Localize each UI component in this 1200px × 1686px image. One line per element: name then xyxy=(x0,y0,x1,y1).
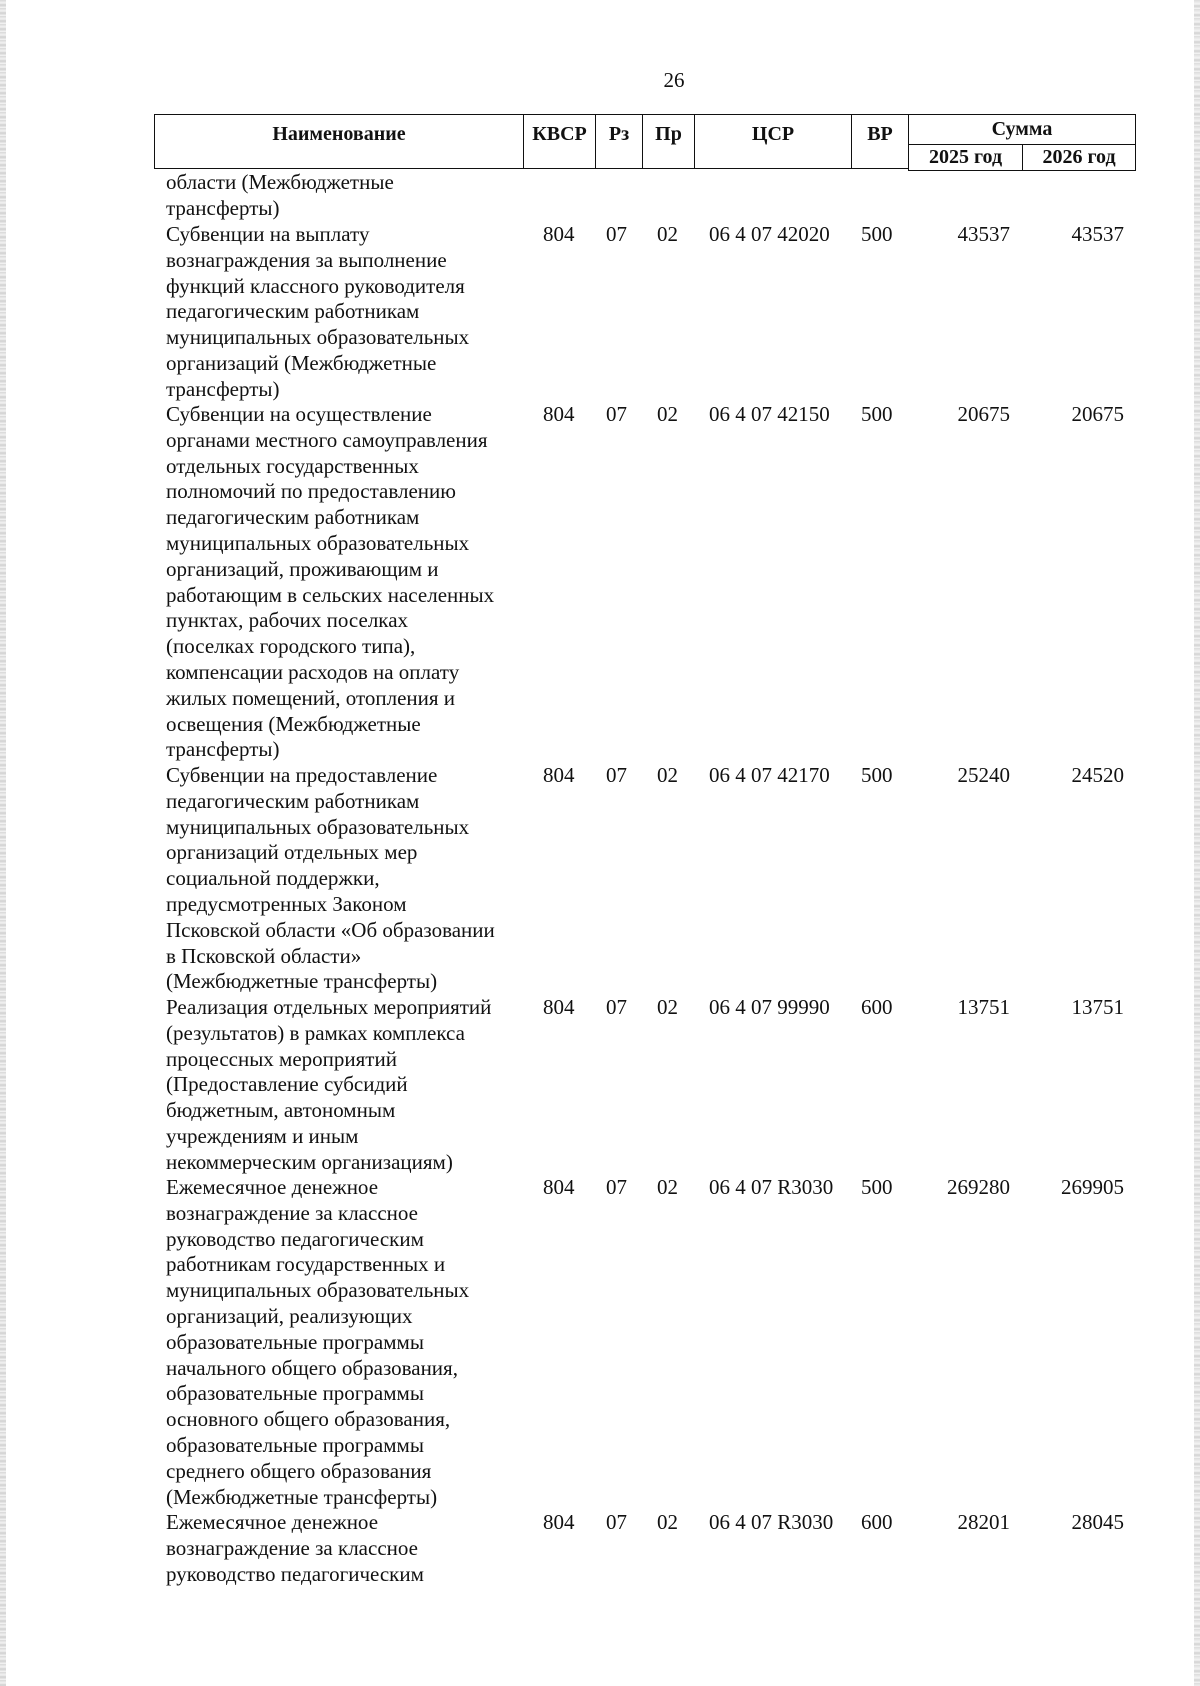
header-rz xyxy=(595,114,643,169)
header-kvsr xyxy=(523,114,596,169)
row-name: Субвенции на предоставление педагогическим работникам муниципальных образовательных организаций отдельных мер социальной поддержки, предусмотренных Законом Псковской области «Об образовании в Псковской области» (Межбюджетные трансферты) xyxy=(166,763,495,994)
row-sum-2025: 28201 xyxy=(957,1510,1010,1534)
row-sum-2025: 25240 xyxy=(957,763,1010,787)
row-kvsr: 804 xyxy=(543,1510,575,1534)
row-csr: 06 4 07 R3030 xyxy=(709,1175,834,1199)
header-sum-label: Сумма xyxy=(991,118,1053,140)
header-csr xyxy=(694,114,852,169)
row-sum-2025: 43537 xyxy=(957,222,1010,246)
header-rz-label: Рз xyxy=(608,123,630,145)
header-vr xyxy=(851,114,909,169)
row-sum-2025: 13751 xyxy=(957,995,1010,1019)
row-rz: 07 xyxy=(606,1510,627,1534)
row-kvsr: 804 xyxy=(543,402,575,426)
row-sum-2026: 13751 xyxy=(1071,995,1124,1019)
header-year-2025 xyxy=(908,144,1023,171)
continuation-text: области (Межбюджетные трансферты) xyxy=(166,170,394,220)
row-name: Ежемесячное денежное вознаграждение за классное руководство педагогическим xyxy=(166,1510,424,1586)
row-vr: 500 xyxy=(861,402,893,426)
row-csr: 06 4 07 42170 xyxy=(709,763,830,787)
row-rz: 07 xyxy=(606,402,627,426)
header-name-label: Наименование xyxy=(272,123,406,145)
row-pr: 02 xyxy=(657,402,678,426)
row-kvsr: 804 xyxy=(543,1175,575,1199)
row-sum-2026: 269905 xyxy=(1061,1175,1124,1199)
row-pr: 02 xyxy=(657,763,678,787)
row-csr: 06 4 07 99990 xyxy=(709,995,830,1019)
row-pr: 02 xyxy=(657,1175,678,1199)
header-name xyxy=(154,114,524,169)
row-name: Субвенции на выплату вознаграждения за выполнение функций классного руководителя педагогическим работникам муниципальных образовательных организаций (Межбюджетные трансферты) xyxy=(166,222,470,401)
row-csr: 06 4 07 R3030 xyxy=(709,1510,834,1534)
page-number: 26 xyxy=(663,68,685,92)
header-kvsr-label: КВСР xyxy=(532,123,587,145)
row-pr: 02 xyxy=(657,222,678,246)
header-year-2026-label: 2026 год xyxy=(1042,146,1116,168)
header-pr xyxy=(642,114,695,169)
row-kvsr: 804 xyxy=(543,222,575,246)
row-rz: 07 xyxy=(606,763,627,787)
row-name: Реализация отдельных мероприятий (результатов) в рамках комплекса процессных мероприятий (Предоставление субсидий бюджетным, автономным учреждениям и иным некоммерческим организациям) xyxy=(166,995,492,1174)
scan-edge-right xyxy=(1194,0,1200,1686)
row-csr: 06 4 07 42150 xyxy=(709,402,830,426)
row-kvsr: 804 xyxy=(543,763,575,787)
header-csr-label: ЦСР xyxy=(751,123,795,145)
row-pr: 02 xyxy=(657,995,678,1019)
row-vr: 600 xyxy=(861,1510,893,1534)
row-sum-2025: 20675 xyxy=(957,402,1010,426)
row-kvsr: 804 xyxy=(543,995,575,1019)
row-sum-2026: 43537 xyxy=(1071,222,1124,246)
row-rz: 07 xyxy=(606,1175,627,1199)
scan-edge-left xyxy=(0,0,6,1686)
header-vr-label: ВР xyxy=(867,123,893,145)
row-csr: 06 4 07 42020 xyxy=(709,222,830,246)
row-vr: 600 xyxy=(861,995,893,1019)
row-sum-2025: 269280 xyxy=(947,1175,1010,1199)
row-sum-2026: 28045 xyxy=(1071,1510,1124,1534)
row-vr: 500 xyxy=(861,1175,893,1199)
header-year-2025-label: 2025 год xyxy=(928,146,1003,168)
row-pr: 02 xyxy=(657,1510,678,1534)
header-sum xyxy=(908,114,1136,145)
header-year-2026 xyxy=(1022,144,1136,171)
row-rz: 07 xyxy=(606,995,627,1019)
row-vr: 500 xyxy=(861,763,893,787)
row-sum-2026: 24520 xyxy=(1071,763,1124,787)
header-pr-label: Пр xyxy=(655,123,682,145)
row-name: Ежемесячное денежное вознаграждение за классное руководство педагогическим работникам государственных и муниципальных образовательных организаций, реализующих образовательные программы начального общего образования, образовательные программы основного общего образования, образовательные программы среднего общего образования (Межбюджетные трансферты) xyxy=(166,1175,470,1509)
row-rz: 07 xyxy=(606,222,627,246)
row-sum-2026: 20675 xyxy=(1071,402,1124,426)
row-vr: 500 xyxy=(861,222,893,246)
row-name: Субвенции на осуществление органами местного самоуправления отдельных государственных полномочий по предоставлению педагогическим работникам муниципальных образовательных организаций, проживающим и работающим в сельских населенных пунктах, рабочих поселках (поселках городского типа), компенсации расходов на оплату жилых помещений, отопления и освещения (Межбюджетные трансферты) xyxy=(166,402,495,762)
